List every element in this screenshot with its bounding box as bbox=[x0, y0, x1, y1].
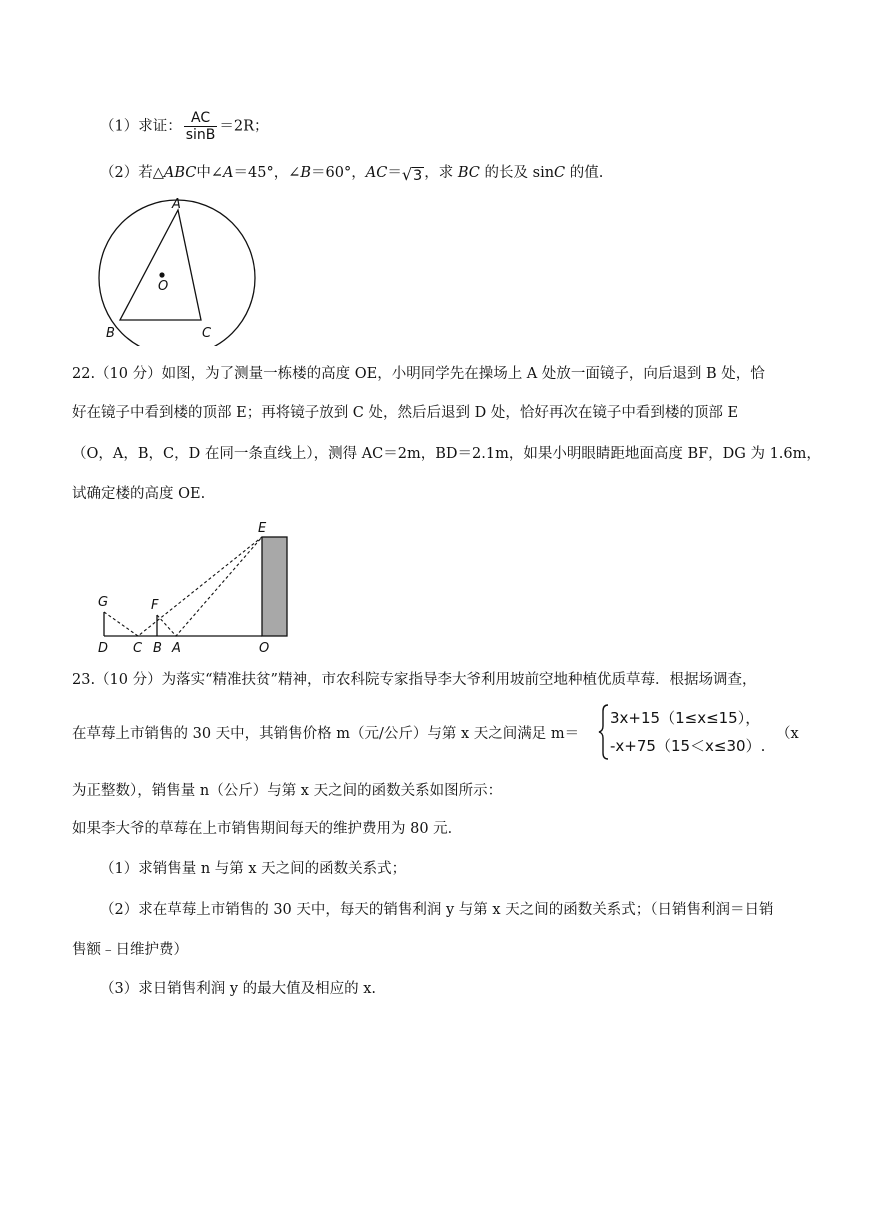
label-o: O bbox=[259, 641, 270, 656]
q21-part2 bbox=[100, 163, 603, 184]
q23-part-2b: 售额﹣日维护费） bbox=[72, 942, 188, 958]
q23-line-4: 如果李大爷的草莓在上市销售期间每天的维护费用为 80 元． bbox=[72, 821, 463, 837]
circumcircle bbox=[99, 200, 255, 346]
label-a: A bbox=[172, 198, 181, 212]
q21-part2-text: 的长及 sin bbox=[479, 165, 555, 181]
left-brace bbox=[598, 703, 610, 761]
q21-part2-text: ＝ bbox=[387, 165, 402, 181]
building bbox=[262, 537, 287, 636]
sqrt-expression bbox=[402, 166, 424, 184]
radical-sign: √ bbox=[401, 165, 413, 184]
q23-line-2-tail: （x bbox=[776, 726, 799, 742]
q21-part2-text: ，求 bbox=[424, 165, 458, 181]
q23-line-3: 为正整数），销售量 n（公斤）与第 x 天之间的函数关系如图所示： bbox=[72, 783, 503, 799]
q21-part2-angle-b: B bbox=[300, 165, 312, 181]
q21-part2-text: ＝45°，∠ bbox=[233, 165, 301, 181]
q21-part2-abc: ABC bbox=[163, 165, 197, 181]
sightline-fae bbox=[157, 537, 262, 636]
q22-figure-building-mirrors bbox=[92, 518, 302, 656]
label-e: E bbox=[258, 521, 267, 536]
q22-line-3: （O，A，B，C，D 在同一条直线上），测得 AC＝2m，BD＝2.1m，如果小明眼睛距地面高度 BF，DG 为 1.6m， bbox=[72, 446, 821, 462]
label-b: B bbox=[153, 641, 162, 656]
piecewise-case-1: 3x+15（1≤x≤15）， bbox=[610, 709, 761, 727]
label-c: C bbox=[202, 326, 212, 341]
q22-line-1: 22.（10 分）如图，为了测量一栋楼的高度 OE，小明同学先在操场上 A 处放一面镜子，向后退到 B 处，恰 bbox=[72, 366, 765, 382]
label-g: G bbox=[98, 595, 109, 610]
inscribed-triangle bbox=[120, 210, 201, 320]
label-b: B bbox=[106, 326, 115, 341]
q23-line-1: 23.（10 分）为落实“精准扶贫”精神，市农科院专家指导李大爷利用坡前空地种植优质草莓．根据场调查， bbox=[72, 672, 757, 688]
q22-line-4: 试确定楼的高度 OE. bbox=[72, 486, 206, 502]
label-c: C bbox=[133, 641, 143, 656]
q23-part-1: （1）求销售量 n 与第 x 天之间的函数关系式； bbox=[100, 861, 407, 877]
q21-part2-text: （2）若△ bbox=[100, 165, 164, 181]
q21-part1-suffix: ＝2R； bbox=[219, 118, 269, 135]
radicand: 3 bbox=[413, 168, 423, 184]
q21-fraction bbox=[184, 110, 218, 143]
q23-part-3: （3）求日销售利润 y 的最大值及相应的 x. bbox=[100, 981, 377, 997]
q21-part2-c: C bbox=[554, 165, 566, 181]
label-d: D bbox=[98, 641, 109, 656]
center-point bbox=[159, 272, 164, 277]
label-a: A bbox=[172, 641, 181, 656]
label-f: F bbox=[151, 598, 159, 613]
q21-part2-text: 的值. bbox=[565, 165, 604, 181]
piecewise-function bbox=[598, 703, 766, 761]
q21-part1 bbox=[100, 110, 269, 143]
fraction-numerator: AC bbox=[191, 110, 211, 126]
q21-part2-ac: AC bbox=[365, 165, 388, 181]
q21-figure-circle-triangle bbox=[90, 198, 270, 346]
q21-part2-angle-a: A bbox=[223, 165, 234, 181]
fraction-denominator: sinB bbox=[185, 127, 216, 143]
q23-line-2: 在草莓上市销售的 30 天中，其销售价格 m（元/公斤）与第 x 天之间满足 m＝ bbox=[72, 726, 580, 742]
q21-part2-bc: BC bbox=[457, 165, 480, 181]
q22-line-2: 好在镜子中看到楼的顶部 E；再将镜子放到 C 处，然后后退到 D 处，恰好再次在镜子中看到楼的顶部 E bbox=[72, 405, 739, 421]
sightline-gce bbox=[104, 537, 262, 636]
q21-part1-prefix: （1）求证： bbox=[100, 118, 182, 135]
q21-part2-text: ＝60°， bbox=[311, 165, 366, 181]
piecewise-case-2: -x+75（15＜x≤30）. bbox=[610, 737, 766, 755]
q23-part-2a: （2）求在草莓上市销售的 30 天中，每天的销售利润 y 与第 x 天之间的函数关系式；（日销售利润＝日销 bbox=[100, 902, 774, 918]
label-o: O bbox=[158, 279, 169, 294]
q21-part2-text: 中∠ bbox=[196, 165, 224, 181]
